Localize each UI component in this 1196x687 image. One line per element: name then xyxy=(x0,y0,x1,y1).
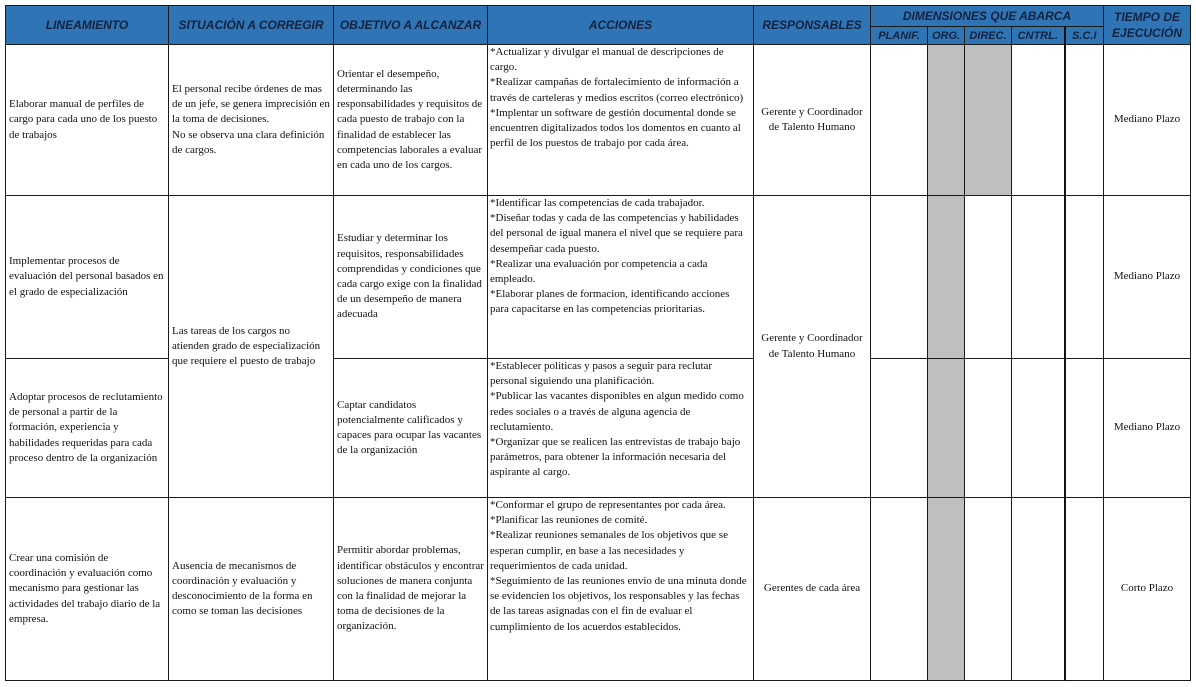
dim-sci-cell xyxy=(1065,196,1104,359)
accion-item: *Diseñar todas y cada de las competencias y habilidades del personal de igual manera el nivel que se requiere para desempeñar cada puesto. xyxy=(490,212,743,255)
dim-cntrl-cell xyxy=(1012,45,1065,196)
header-tiempo: TIEMPO DE EJECUCIÓN xyxy=(1104,6,1191,45)
dim-cntrl-cell xyxy=(1012,359,1065,498)
acciones-cell xyxy=(488,359,754,498)
header-objetivo: OBJETIVO A ALCANZAR xyxy=(334,6,488,45)
accion-item: *Organizar que se realicen las entrevistas de trabajo bajo parámetros, para obtener la información necesaria del aspirante al cargo. xyxy=(490,436,741,479)
accion-item: *Realizar reuniones semanales de los objetivos que se esperan cumplir, en base a las necesidades y requerimientos de cada unidad. xyxy=(490,529,728,572)
dim-direc-cell-marked xyxy=(965,45,1012,196)
table-row xyxy=(6,45,1191,196)
action-plan-table xyxy=(5,5,1191,681)
accion-item: *Publicar las vacantes disponibles en algun medido como redes sociales o a través de alguna agencia de reclutamiento. xyxy=(490,390,744,433)
situacion-text: No se observa una clara definición de cargos. xyxy=(172,128,325,156)
accion-item: *Realizar una evaluación por competencia a cada empleado. xyxy=(490,257,708,286)
table-row xyxy=(6,498,1191,681)
accion-item: *Planificar las reuniones de comité. xyxy=(490,514,648,527)
responsables-cell: Gerente y Coordinador de Talento Humano xyxy=(754,45,871,196)
situacion-text: El personal recibe órdenes de mas de un jefe, se genera imprecisión en la toma de decisiones. xyxy=(172,82,330,126)
situacion-cell: Las tareas de los cargos no atienden grado de especialización que requiere el puesto de trabajo xyxy=(169,196,334,498)
lineamiento-cell: Adoptar procesos de reclutamiento de personal a partir de la formación, experiencia y habilidades requeridas para cada proceso dentro de la organización xyxy=(6,359,169,498)
accion-item: *Actualizar y divulgar el manual de descripciones de cargo. xyxy=(490,46,724,74)
accion-item: *Identificar las competencias de cada trabajador. xyxy=(490,197,705,209)
lineamiento-cell: Implementar procesos de evaluación del personal basados en el grado de especialización xyxy=(6,196,169,359)
header-responsables: RESPONSABLES xyxy=(754,6,871,45)
header-lineamiento: LINEAMIENTO xyxy=(6,6,169,45)
lineamiento-cell: Elaborar manual de perfiles de cargo para cada uno de los puesto de trabajos xyxy=(6,45,169,196)
accion-item: *Establecer politicas y pasos a seguir para reclutar personal siguiendo una planificación. xyxy=(490,360,713,388)
dim-direc-cell xyxy=(965,498,1012,681)
situacion-cell xyxy=(169,45,334,196)
accion-item: *Realizar campañas de fortalecimiento de información a través de carteleras y medios escritos (correo electrónico) xyxy=(490,76,744,104)
objetivo-cell: Orientar el desempeño, determinando las responsabilidades y requisitos de cada puesto de trabajo con la finalidad de establecer las competencias laborales a evaluar en cada uno de los cargos. xyxy=(334,45,488,196)
objetivo-cell: Permitir abordar problemas, identificar obstáculos y encontrar soluciones de manera conjunta con la finalidad de mejorar la toma de decisiones de la organización. xyxy=(334,498,488,681)
responsables-cell: Gerentes de cada área xyxy=(754,498,871,681)
header-dim-direc: DIREC. xyxy=(965,27,1012,45)
responsables-cell: Gerente y Coordinador de Talento Humano xyxy=(754,196,871,498)
acciones-cell xyxy=(488,498,754,681)
accion-item: *Implentar un software de gestión documental donde se encuentren digitalizados todos los domentos en cuanto al perfil de los puestos de trabajo por cada área. xyxy=(490,106,741,150)
objetivo-cell: Captar candidatos potencialmente calificados y capaces para ocupar las vacantes de la organización xyxy=(334,359,488,498)
table-row xyxy=(6,196,1191,359)
header-dim-planif: PLANIF. xyxy=(871,27,928,45)
accion-item: *Conformar el grupo de representantes por cada área. xyxy=(490,499,726,511)
dim-org-cell-marked xyxy=(928,359,965,498)
dim-sci-cell xyxy=(1065,498,1104,681)
acciones-cell xyxy=(488,45,754,196)
dim-planif-cell xyxy=(871,196,928,359)
dim-org-cell-marked xyxy=(928,196,965,359)
dim-sci-cell xyxy=(1065,359,1104,498)
objetivo-cell: Estudiar y determinar los requisitos, responsabilidades comprendidas y condiciones que cada cargo exige con la finalidad de un desempeño de manera adecuada xyxy=(334,196,488,359)
dim-cntrl-cell xyxy=(1012,498,1065,681)
accion-item: *Seguimiento de las reuniones envio de una minuta donde se evidencien los objetivos, los responsables y las fechas de las tareas asignadas con el fin de evaluar el cumplimiento de los acuerdos establecidos. xyxy=(490,575,747,633)
dim-sci-cell xyxy=(1065,45,1104,196)
tiempo-cell: Corto Plazo xyxy=(1104,498,1191,681)
accion-item: *Elaborar planes de formacion, identificando acciones para capacitarse en las competencias prioritarias. xyxy=(490,288,730,316)
tiempo-cell: Mediano Plazo xyxy=(1104,196,1191,359)
header-dim-org: ORG. xyxy=(928,27,965,45)
dim-org-cell-marked xyxy=(928,45,965,196)
tiempo-cell: Mediano Plazo xyxy=(1104,359,1191,498)
dim-org-cell-marked xyxy=(928,498,965,681)
header-acciones: ACCIONES xyxy=(488,6,754,45)
dim-planif-cell xyxy=(871,359,928,498)
header-dim-sci: S.C.I xyxy=(1065,27,1104,45)
header-situacion: SITUACIÓN A CORREGIR xyxy=(169,6,334,45)
dim-cntrl-cell xyxy=(1012,196,1065,359)
lineamiento-cell: Crear una comisión de coordinación y evaluación como mecanismo para gestionar las actividades del trabajo diario de la empresa. xyxy=(6,498,169,681)
dim-planif-cell xyxy=(871,45,928,196)
acciones-cell xyxy=(488,196,754,359)
header-dim-cntrl: CNTRL. xyxy=(1012,27,1065,45)
dim-direc-cell xyxy=(965,359,1012,498)
dim-direc-cell xyxy=(965,196,1012,359)
tiempo-cell: Mediano Plazo xyxy=(1104,45,1191,196)
situacion-cell: Ausencia de mecanismos de coordinación y evaluación y desconocimiento de la forma en como se toman las decisiones xyxy=(169,498,334,681)
dim-planif-cell xyxy=(871,498,928,681)
header-dimensiones: DIMENSIONES QUE ABARCA xyxy=(871,6,1104,27)
